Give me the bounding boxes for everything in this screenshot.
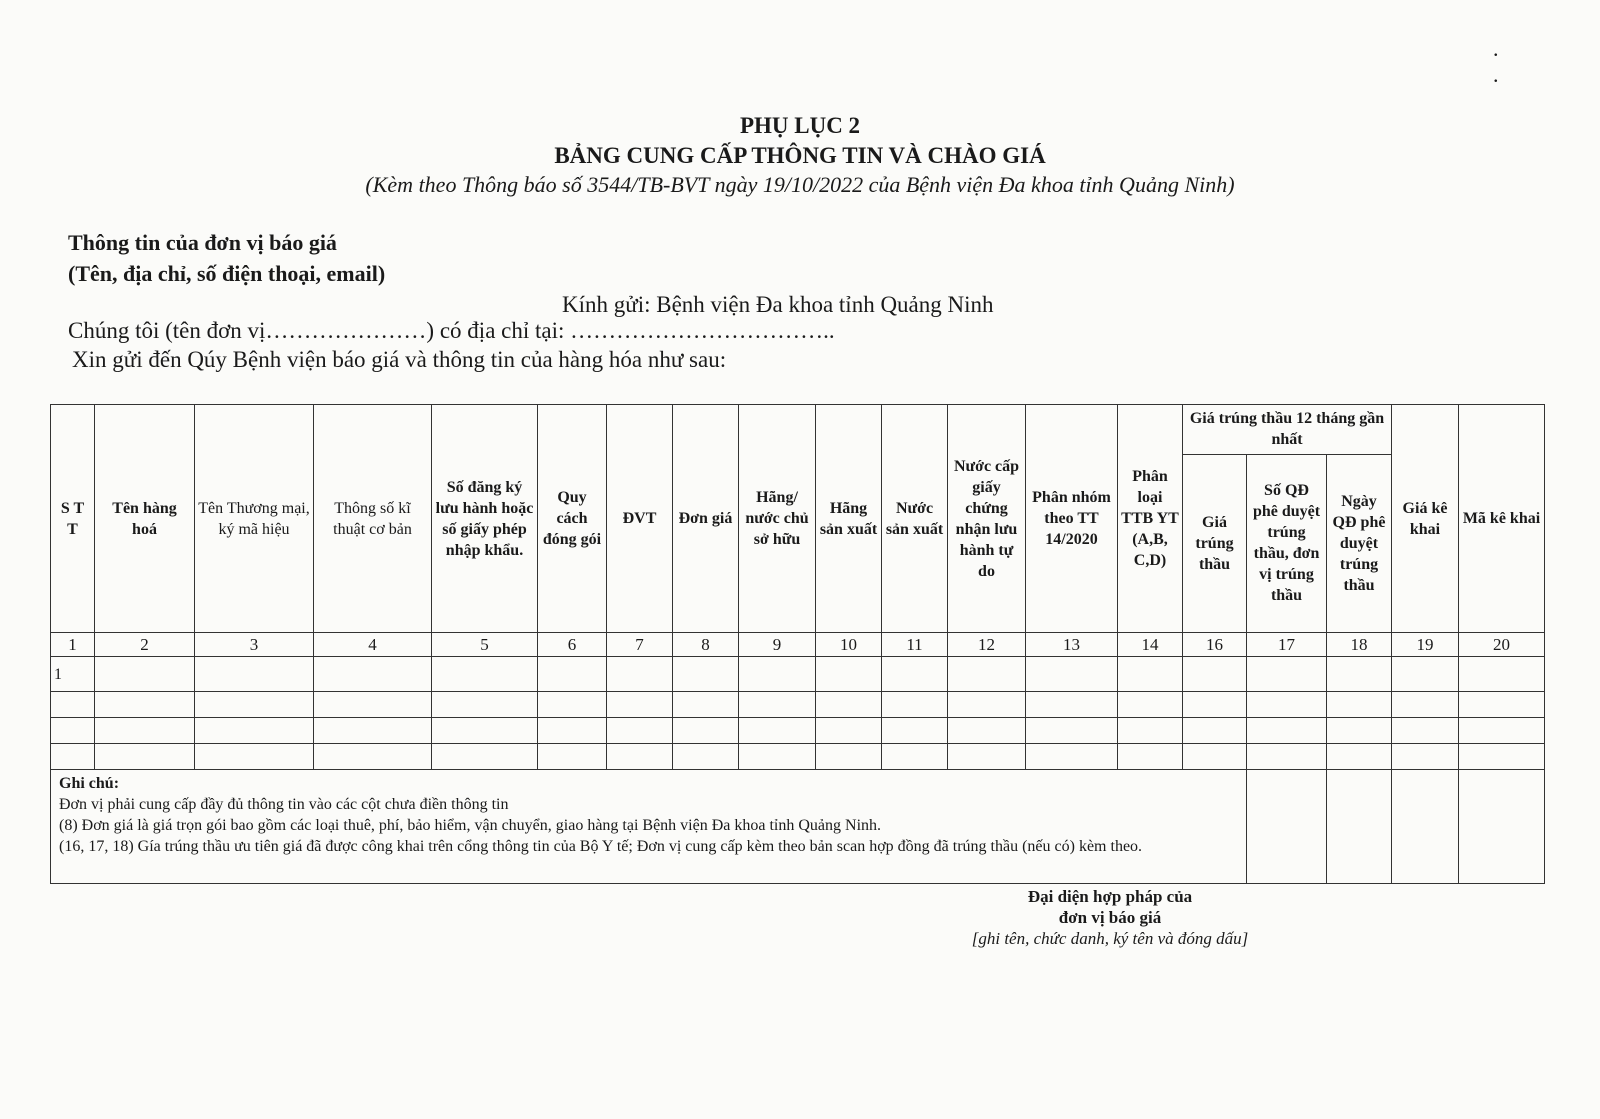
signature-block (960, 886, 1260, 949)
header-classification: Phân loại TTB YT (A,B, C,D) (1118, 405, 1183, 633)
note-line: (8) Đơn giá là giá trọn gói bao gồm các loại thuê, phí, bảo hiểm, vận chuyển, giao hàng tại Bệnh viện Đa khoa tỉnh Quảng Ninh. (59, 816, 882, 834)
notes-title: Ghi chú: (59, 774, 120, 792)
row-stt: 1 (51, 656, 95, 691)
header-decision-date: Ngày QĐ phê duyệt trúng thầu (1327, 454, 1392, 632)
header-registration: Số đăng ký lưu hành hoặc số giấy phép nhập khẩu. (432, 405, 538, 633)
document-subtitle: (Kèm theo Thông báo số 3544/TB-BVT ngày 19/10/2022 của Bệnh viện Đa khoa tỉnh Quảng Ninh) (365, 172, 1235, 197)
col-number: 4 (314, 633, 432, 657)
note-line: Đơn vị phải cung cấp đầy đủ thông tin vào các cột chưa điền thông tin (59, 795, 509, 813)
header-stt: S T T (51, 405, 95, 633)
header-packing: Quy cách đóng gói (538, 405, 607, 633)
signature-line: đơn vị báo giá (1058, 908, 1162, 927)
col-number: 3 (195, 633, 314, 657)
recipient-line: Kính gửi: Bệnh viện Đa khoa tỉnh Quảng Ninh (562, 292, 994, 317)
col-number: 5 (432, 633, 538, 657)
col-number: 10 (816, 633, 882, 657)
col-number: 1 (51, 633, 95, 657)
table-row (51, 656, 1545, 691)
col-number: 8 (673, 633, 739, 657)
note-line: (16, 17, 18) Gía trúng thầu ưu tiên giá đã được công khai trên cổng thông tin của Bộ Y tế; Đơn vị cung cấp kèm theo bản scan hợp đồng đã trúng thầu (nếu có) kèm theo. (59, 837, 1143, 855)
header-unit-price: Đơn giá (673, 405, 739, 633)
col-number: 14 (1118, 633, 1183, 657)
col-number: 7 (607, 633, 673, 657)
col-number: 19 (1392, 633, 1459, 657)
header-brand-owner: Hãng/ nước chủ sở hữu (739, 405, 816, 633)
company-line: Chúng tôi (tên đơn vị…………………) có địa chỉ tại: …………………………….. (68, 318, 835, 343)
header-winning-price: Giá trúng thầu (1183, 454, 1247, 632)
header-name: Tên hàng hoá (95, 405, 195, 633)
col-number: 9 (739, 633, 816, 657)
appendix-title: PHỤ LỤC 2 (739, 113, 861, 138)
notes-cell (51, 769, 1247, 883)
quotation-table (50, 404, 1545, 884)
col-number: 17 (1247, 633, 1327, 657)
request-line: Xin gửi đến Qúy Bệnh viện báo giá và thông tin của hàng hóa như sau: (72, 347, 727, 372)
header-free-sale-country: Nước cấp giấy chứng nhận lưu hành tự do (948, 405, 1026, 633)
header-trade-name: Tên Thương mại, ký mã hiệu (195, 405, 314, 633)
header-origin: Nước sản xuất (882, 405, 948, 633)
col-number: 13 (1026, 633, 1118, 657)
header-decision-no: Số QĐ phê duyệt trúng thầu, đơn vị trúng thầu (1247, 454, 1327, 632)
vendor-info-heading: Thông tin của đơn vị báo giá (68, 230, 337, 255)
signature-line: Đại diện hợp pháp của (1027, 887, 1193, 906)
header-manufacturer: Hãng sản xuất (816, 405, 882, 633)
table-row (51, 718, 1545, 744)
document-title: BẢNG CUNG CẤP THÔNG TIN VÀ CHÀO GIÁ (554, 143, 1046, 168)
notes-row (51, 769, 1545, 883)
signature-hint: [ghi tên, chức danh, ký tên và đóng dấu] (971, 929, 1249, 948)
vendor-info (68, 227, 385, 289)
header-group: Phân nhóm theo TT 14/2020 (1026, 405, 1118, 633)
corner-marks: . . (1493, 36, 1535, 87)
header-winning-group: Giá trúng thầu 12 tháng gần nhất (1183, 405, 1392, 455)
col-number: 20 (1459, 633, 1545, 657)
col-number: 2 (95, 633, 195, 657)
col-number: 11 (882, 633, 948, 657)
header-unit: ĐVT (607, 405, 673, 633)
header-declared-price: Giá kê khai (1392, 405, 1459, 633)
col-number: 6 (538, 633, 607, 657)
table-row (51, 692, 1545, 718)
header-declared-code: Mã kê khai (1459, 405, 1545, 633)
column-numbers-row (51, 633, 1545, 657)
col-number: 12 (948, 633, 1026, 657)
vendor-info-hint: (Tên, địa chỉ, số điện thoại, email) (68, 261, 386, 286)
col-number: 18 (1327, 633, 1392, 657)
table-row (51, 744, 1545, 770)
col-number: 16 (1183, 633, 1247, 657)
header-specs: Thông số kĩ thuật cơ bản (314, 405, 432, 633)
